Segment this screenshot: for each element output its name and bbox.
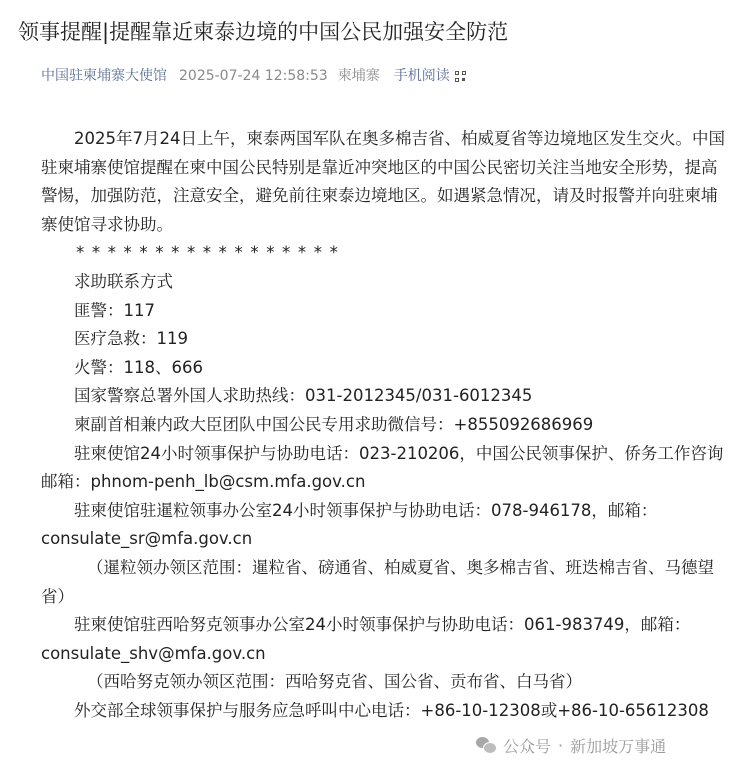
wechat-icon (476, 737, 496, 753)
separator-stars: ***************** (76, 243, 346, 263)
contact-mfa-hotline: 外交部全球领事保护与服务应急呼叫中心电话：+86-10-12308或+86-10-65612308 (74, 700, 709, 720)
account-watermark (476, 734, 666, 756)
article-meta (41, 66, 466, 86)
contact-police: 匪警：117 (74, 300, 155, 320)
contact-deputy-pm-wechat: 柬副首相兼内政大臣团队中国公民专用求助微信号：+855092686969 (74, 414, 594, 434)
contact-medical: 医疗急救：119 (74, 329, 188, 349)
account-name-link[interactable]: 中国驻柬埔寨大使馆 (41, 68, 167, 84)
article-body (41, 125, 731, 725)
intro-paragraph: 2025年7月24日上午，柬泰两国军队在奥多棉吉省、柏威夏省等边境地区发生交火。中国驻柬埔寨使馆提醒在柬中国公民特别是靠近冲突地区的中国公民密切关注当地安全形势，提高警惕，加强防范，注意安全，避免前往柬泰边境地区。如遇紧急情况，请及时报警并向驻柬埔寨使馆寻求协助。 (41, 129, 725, 234)
siem-reap-area: （暹粒领办领区范围：暹粒省、磅通省、柏威夏省、奥多棉吉省、班迭棉吉省、马德望省） (41, 557, 714, 606)
qr-code-icon[interactable] (455, 71, 466, 82)
watermark-name: 新加坡万事通 (570, 736, 667, 756)
publish-date: 2025-07-24 12:58:53 (179, 68, 328, 84)
contact-national-police: 国家警察总署外国人求助热线：031-2012345/031-6012345 (74, 386, 533, 406)
sihanoukville-area: （西哈努克领办领区范围：西哈努克省、国公省、贡布省、白马省） (87, 672, 582, 692)
contact-siem-reap-office: 驻柬使馆驻暹粒领事办公室24小时领事保护与协助电话：078-946178，邮箱：consulate_sr@mfa.gov.cn (41, 500, 658, 549)
watermark-separator: · (558, 735, 564, 755)
contact-fire: 火警：118、666 (74, 357, 203, 377)
article-title: 领事提醒|提醒靠近柬泰边境的中国公民加强安全防范 (18, 20, 509, 44)
watermark-prefix: 公众号 (503, 736, 552, 756)
mobile-read-link[interactable]: 手机阅读 (393, 68, 450, 84)
contact-embassy: 驻柬使馆24小时领事保护与协助电话：023-210206，中国公民领事保护、侨务工作咨询邮箱：phnom-penh_lb@csm.mfa.gov.cn (41, 443, 724, 492)
contacts-heading: 求助联系方式 (74, 271, 173, 291)
publish-location: 柬埔寨 (337, 68, 380, 84)
contact-sihanoukville-office: 驻柬使馆驻西哈努克领事办公室24小时领事保护与协助电话：061-983749，邮箱：consulate_shv@mfa.gov.cn (41, 615, 691, 663)
